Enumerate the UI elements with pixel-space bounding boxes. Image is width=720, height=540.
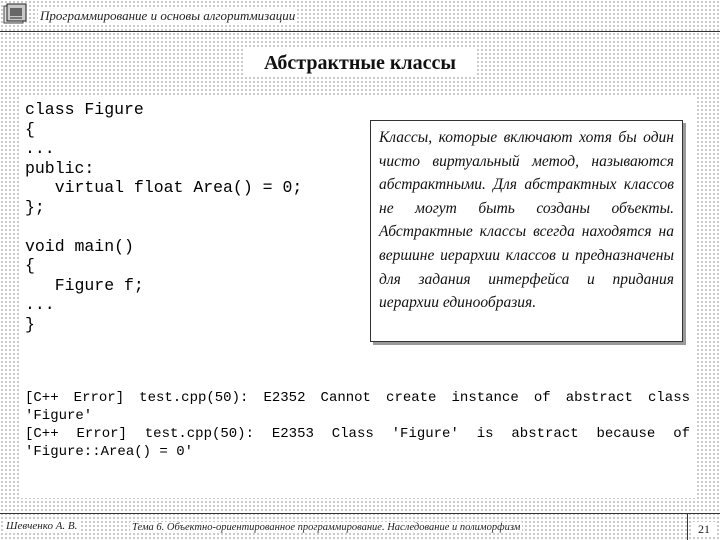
code-line: class Figure — [25, 100, 144, 119]
code-block — [25, 100, 302, 334]
footer-topic: Тема 6. Объектно-ориентированное программирование. Наследование и полиморфизм — [132, 522, 521, 533]
definition-text: Классы, которые включают хотя бы один чисто виртуальный метод, называются абстрактными. Для абстрактных классов не могут быть созданы объекты. Абстрактные классы всегда находятся на вершине иерархии классов и предназначены для задания интерфейса и придания иерархии единообразия. — [379, 129, 674, 312]
definition-box — [370, 120, 683, 342]
code-line: }; — [25, 197, 45, 217]
code-line: public: — [25, 158, 95, 178]
compiler-errors — [25, 389, 690, 461]
error-line: [C++ Error] test.cpp(50): E2352 Cannot create instance of abstract class 'Figure' — [25, 390, 690, 424]
footer-author: Шевченко А. В. — [6, 520, 78, 532]
code-line: } — [25, 314, 35, 334]
footer-divider — [0, 513, 720, 514]
header-divider — [0, 31, 720, 32]
code-line: ... — [25, 139, 55, 158]
presentation-logo-icon — [3, 3, 28, 26]
course-title: Программирование и основы алгоритмизации — [40, 8, 296, 23]
page-number: 21 — [692, 522, 716, 537]
page-number-divider — [687, 513, 688, 540]
code-line: { — [25, 119, 35, 139]
slide-title: Абстрактные классы — [243, 49, 477, 77]
code-line: { — [25, 256, 35, 275]
code-line: ... — [25, 295, 55, 314]
error-line: [C++ Error] test.cpp(50): E2353 Class 'Figure' is abstract because of 'Figure::Area() = 0' — [25, 426, 690, 460]
code-line: virtual float Area() = 0; — [25, 178, 303, 197]
code-line: Figure f; — [25, 275, 144, 295]
code-line: void main() — [25, 236, 134, 256]
